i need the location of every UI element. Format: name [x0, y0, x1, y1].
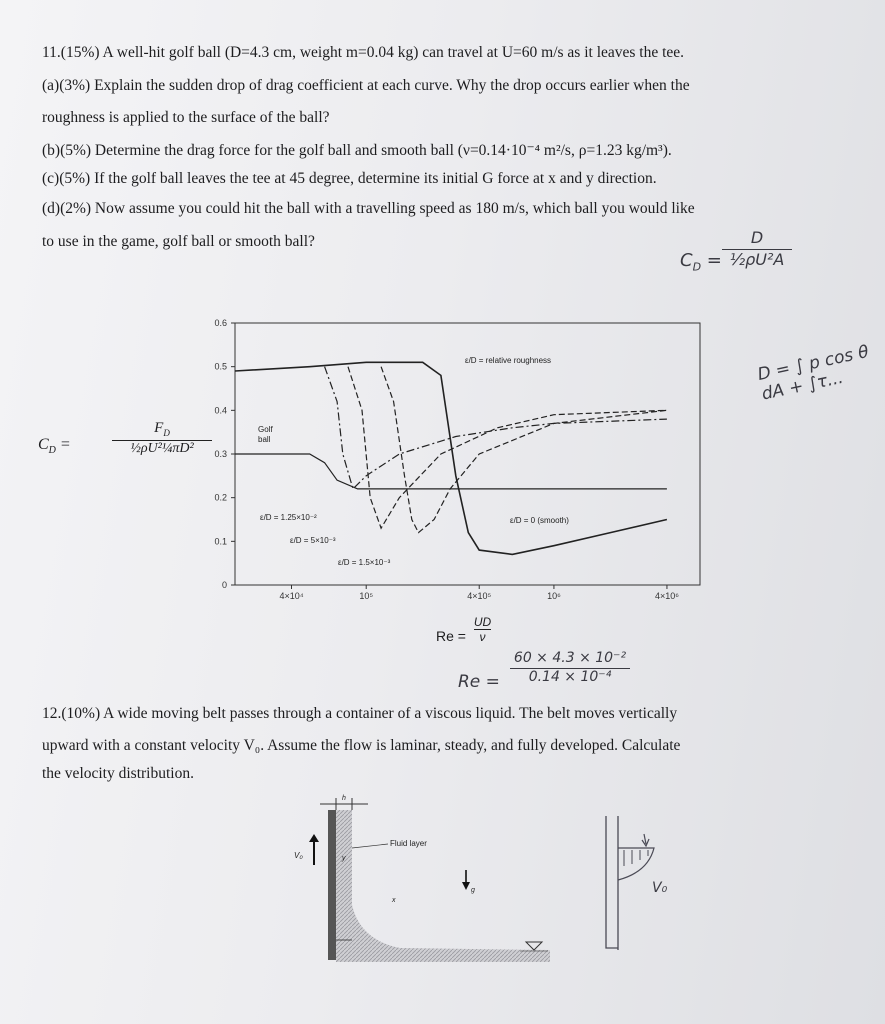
cd-formula: $C_D$ = $F_D$ ½ρU²¼πD²	[38, 420, 218, 490]
y-tick-label: 0.1	[214, 536, 227, 547]
problem-11a-line1: (a)(3%) Explain the sudden drop of drag coefficient at each curve. Why the drop occurs earlier when the	[42, 77, 690, 94]
handwritten-v0: V₀	[652, 880, 668, 896]
problem-11-intro: 11.(15%) A well-hit golf ball (D=4.3 cm, weight m=0.04 kg) can travel at U=60 m/s as it leaves the tee.	[42, 44, 685, 61]
annotation-roughness-3: ε/D = 1.5×10⁻³	[338, 558, 391, 567]
g-label: g	[471, 887, 475, 894]
y-tick-label: 0.6	[214, 318, 227, 328]
y-tick-label: 0	[221, 580, 227, 590]
handwritten-velocity-profile	[596, 810, 686, 960]
annotation-ball: ball	[258, 435, 271, 444]
x-tick-label: 4×10⁴	[279, 591, 304, 601]
problem-12-line1: 12.(10%) A wide moving belt passes through a container of a viscous liquid. The belt moves vertically	[42, 705, 678, 722]
x-tick-label: 10⁵	[359, 591, 374, 601]
problem-11d-line2: to use in the game, golf ball or smooth ball?	[42, 233, 315, 250]
belt-diagram	[280, 790, 590, 980]
x-tick-label: 10⁶	[547, 591, 561, 601]
problem-12-line2: upward with a constant velocity V₀. Assume the flow is laminar, steady, and fully developed. Calculate	[42, 737, 681, 754]
x-tick-label: 4×10⁵	[467, 591, 492, 601]
series-line-2	[235, 362, 667, 554]
handwritten-cd: $C_D$ =	[680, 250, 722, 274]
series-line-1	[235, 454, 667, 489]
problem-11a-line2: roughness is applied to the surface of the ball?	[42, 109, 330, 126]
x-tick-label: 4×10⁶	[654, 591, 679, 601]
y-tick-label: 0.3	[214, 449, 227, 459]
v0-label: V₀	[294, 851, 303, 860]
annotation-golf: Golf	[258, 425, 273, 434]
annotation-relative-roughness: ε/D = relative roughness	[465, 356, 552, 365]
x-label: x	[392, 897, 396, 904]
moving-belt	[328, 810, 336, 960]
free-surface-marker	[526, 942, 542, 950]
y-tick-label: 0.2	[214, 492, 227, 503]
problem-11d-line1: (d)(2%) Now assume you could hit the ball with a travelling speed as 180 m/s, which ball you would like	[42, 200, 695, 217]
series-line-4	[348, 367, 667, 529]
handwritten-force-integral: D = ∫ p cos θ dA + ∫τ...	[755, 341, 871, 405]
problem-12-line3: the velocity distribution.	[42, 765, 194, 782]
re-axis-label: Re = $\frac{UD}{\nu}$	[436, 615, 492, 645]
fluid-container	[336, 905, 550, 962]
handwritten-re: Re =	[458, 672, 500, 692]
y-tick-label: 0.5	[214, 361, 227, 372]
drag-coefficient-chart	[180, 305, 720, 615]
annotation-roughness-2: ε/D = 5×10⁻³	[290, 536, 336, 545]
y-label: y	[342, 855, 346, 862]
annotation-roughness-1: ε/D = 1.25×10⁻²	[260, 513, 317, 522]
handwritten-re-fraction: 60 × 4.3 × 10⁻² 0.14 × 10⁻⁴	[510, 650, 630, 685]
fluid-layer-label: Fluid layer	[390, 839, 427, 848]
series-line-5	[381, 367, 667, 533]
series-line-3	[325, 367, 667, 489]
problem-11c: (c)(5%) If the golf ball leaves the tee at 45 degree, determine its initial G force at x and y direction.	[42, 170, 657, 187]
handwritten-cd-fraction: D ½ρU²A	[722, 228, 792, 269]
problem-11b: (b)(5%) Determine the drag force for the golf ball and smooth ball (ν=0.14·10⁻⁴ m²/s, ρ=1.23 kg/m³).	[42, 142, 672, 159]
y-tick-label: 0.4	[214, 405, 227, 416]
annotation-smooth: ε/D = 0 (smooth)	[510, 516, 569, 525]
h-label: h	[342, 795, 346, 802]
